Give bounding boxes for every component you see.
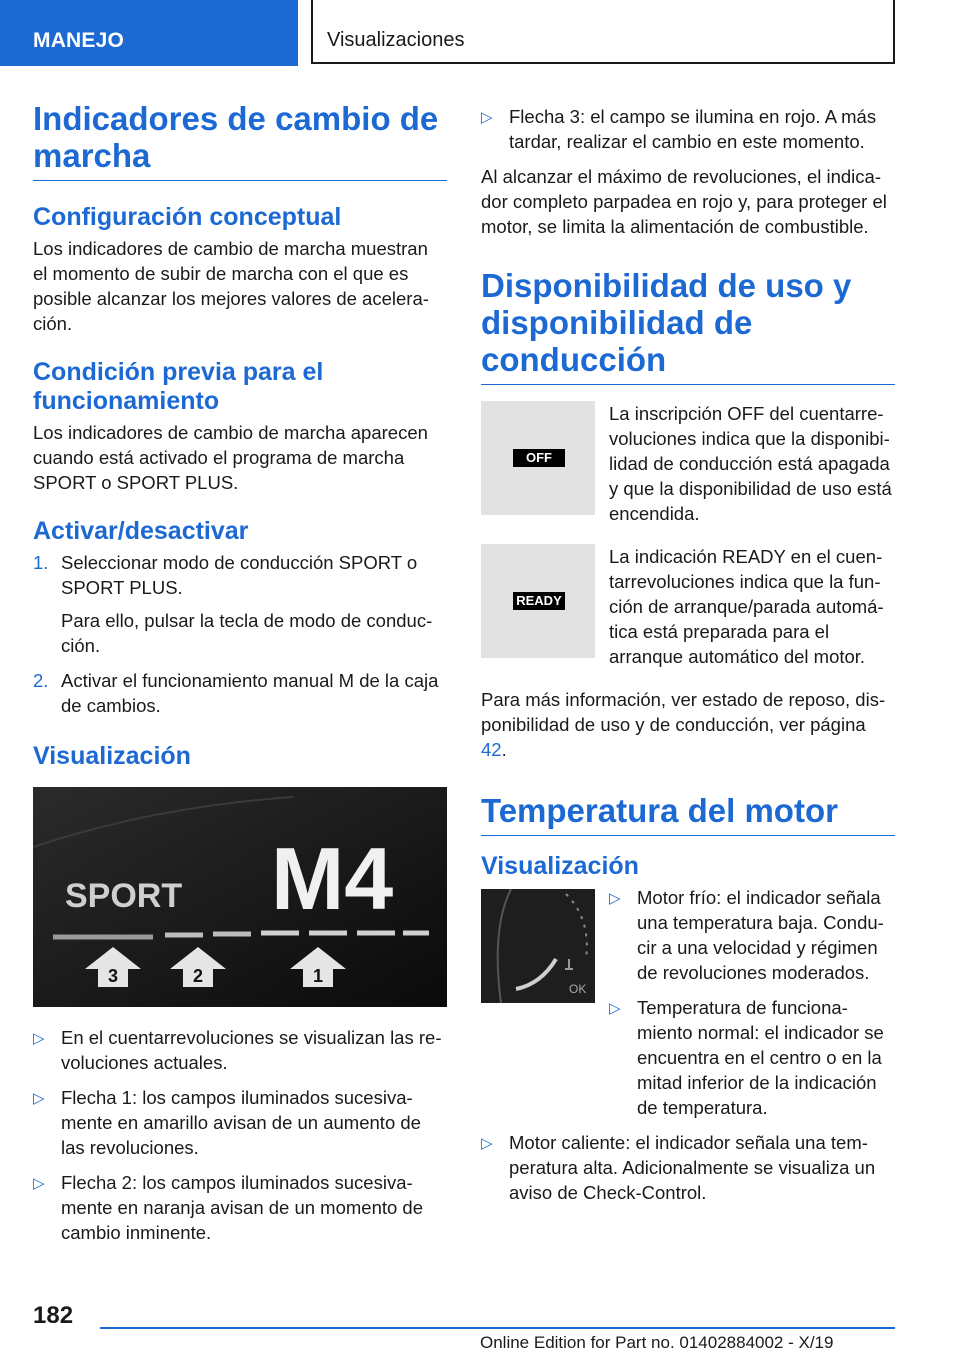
arrow3-bullet: [481, 104, 895, 154]
list-item: [609, 885, 895, 985]
display-bullets: [33, 1025, 447, 1245]
list-item: [481, 104, 895, 154]
list-item: [481, 1130, 895, 1205]
ready-badge: READY: [513, 592, 565, 610]
step-item: [33, 668, 447, 718]
ready-figure-row: [481, 544, 895, 669]
off-badge: OFF: [513, 449, 565, 467]
arrow-1-label: 1: [312, 966, 324, 986]
arrow-3-label: 3: [107, 966, 119, 986]
temp-gauge-graphic: [481, 889, 595, 1003]
triangle-bullet-icon: ▷: [33, 1090, 45, 1107]
sport-label: SPORT: [65, 877, 183, 915]
temp-gauge-figure: [481, 889, 595, 1003]
list-item: [33, 1170, 447, 1245]
gear-label: M4: [271, 829, 394, 928]
triangle-bullet-icon: ▷: [609, 890, 621, 907]
heading-activate: Activar/desactivar: [33, 517, 249, 545]
page-number: 182: [33, 1302, 74, 1329]
heading-display: Visualización: [33, 742, 191, 770]
right-column: [481, 100, 895, 1215]
main-title: Indicadores de cambio de marcha: [33, 100, 447, 181]
availability-title: Disponibilidad de uso y disponibilidad de conducción: [481, 267, 895, 385]
page-header: [0, 0, 960, 66]
more-info-text: Para más información, ver estado de reposo, disponibilidad de uso y de conducción, ver página 42.: [481, 689, 886, 760]
triangle-bullet-icon: ▷: [33, 1030, 45, 1047]
precondition-text: Los indicadores de cambio de marcha aparecen cuando está activado el programa de marcha SPORT o SPORT PLUS.: [33, 422, 428, 493]
concept-text: Los indicadores de cambio de marcha muestran el momento de subir de marcha con el que es posible alcanzar los mejores valores de aceleración.: [33, 238, 429, 334]
step-number: 1.: [33, 552, 49, 573]
triangle-bullet-icon: ▷: [609, 1000, 621, 1017]
bullet-text: Flecha 1: los campos iluminados sucesivamente en amarillo avisan de un aumento de las revoluciones.: [61, 1087, 421, 1158]
temp-bullets: [609, 885, 895, 1130]
steps-list: [33, 550, 447, 718]
bullet-text: Motor caliente: el indicador señala una temperatura alta. Adicionalmente se visualiza un aviso de Check-Control.: [509, 1132, 876, 1203]
bullet-text: Flecha 3: el campo se ilumina en rojo. A más tardar, realizar el cambio en este momento.: [509, 106, 877, 152]
off-description: La inscripción OFF del cuentarrevoluciones indica que la disponibilidad de conducción está apagada y que la disponibilidad de uso está encendida.: [609, 403, 892, 524]
footer-divider: [100, 1327, 895, 1329]
bullet-text: Temperatura de funcionamiento normal: el indicador se encuentra en el centro o en la mitad inferior de la indicación de temperatura.: [637, 997, 884, 1118]
bullet-text: Motor frío: el indicador señala una temperatura baja. Conducir a una velocidad y régimen de revoluciones moderados.: [637, 887, 884, 983]
off-figure-row: [481, 401, 895, 526]
left-column: [33, 100, 447, 1255]
step-number: 2.: [33, 670, 49, 691]
triangle-bullet-icon: ▷: [481, 1135, 493, 1152]
shift-indicator-graphic: [33, 787, 447, 1007]
list-item: [33, 1025, 447, 1075]
triangle-bullet-icon: ▷: [33, 1175, 45, 1192]
step-text: Seleccionar modo de conducción SPORT o SPORT PLUS.: [61, 552, 418, 598]
section-tab: MANEJO: [0, 0, 298, 66]
edition-text: Online Edition for Part no. 01402884002 - X/19: [480, 1333, 834, 1352]
heading-precondition: Condición previa para el funcionamiento: [33, 358, 324, 415]
triangle-bullet-icon: ▷: [481, 109, 493, 126]
list-item: [609, 995, 895, 1120]
ok-label: OK: [569, 982, 587, 996]
heading-temp-display: Visualización: [481, 852, 639, 880]
temp-bullets-full: [481, 1130, 895, 1205]
chapter-title: Visualizaciones: [311, 0, 895, 64]
page-link[interactable]: 42: [481, 739, 502, 760]
step-item: [33, 550, 447, 658]
step-text: Activar el funcionamiento manual M de la caja de cambios.: [61, 670, 439, 716]
more-info-label: Para más información, ver estado de reposo, disponibilidad de uso y de conducción, ver página: [481, 689, 886, 735]
bullet-text: Flecha 2: los campos iluminados sucesivamente en naranja avisan de un momento de cambio inminente.: [61, 1172, 424, 1243]
ready-description: La indicación READY en el cuentarrevoluciones indica que la función de arranque/parada automática está preparada para el arranque automático del motor.: [609, 546, 884, 667]
arrow-2-label: 2: [192, 966, 204, 986]
off-figure: [481, 401, 595, 515]
heading-concept: Configuración conceptual: [33, 203, 342, 231]
engine-temp-title: Temperatura del motor: [481, 792, 895, 836]
step-subtext: Para ello, pulsar la tecla de modo de conducción.: [61, 610, 433, 656]
shift-indicator-figure: [33, 787, 447, 1007]
temp-figure-row: [481, 885, 895, 1130]
list-item: [33, 1085, 447, 1160]
max-rpm-text: Al alcanzar el máximo de revoluciones, el indicador completo parpadea en rojo y, para proteger el motor, se limita la alimentación de combustible.: [481, 166, 887, 237]
ready-figure: [481, 544, 595, 658]
bullet-text: En el cuentarrevoluciones se visualizan las revoluciones actuales.: [61, 1027, 442, 1073]
